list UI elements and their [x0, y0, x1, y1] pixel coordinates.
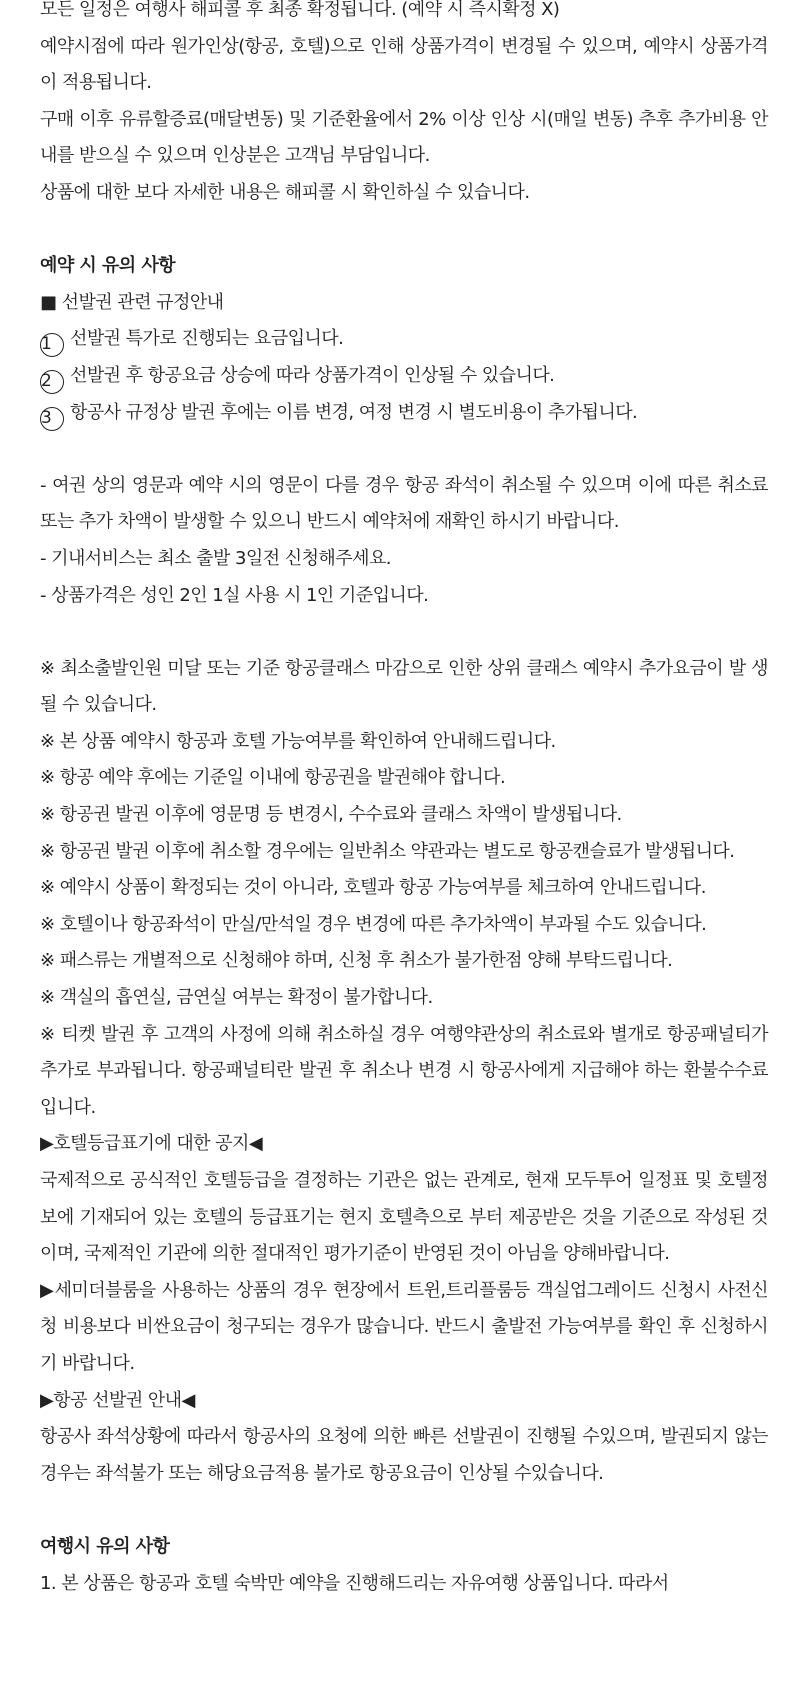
- note-item: ※ 티켓 발권 후 고객의 사정에 의해 취소하실 경우 여행약관상의 취소료와 별개로 항공패널티가 추가로 부과됩니다. 항공패널티란 발권 후 취소나 변경 시 항공사에게 지급해야 하는 환불수수료입니다.: [40, 1023, 768, 1118]
- circled-number: 1: [40, 333, 64, 357]
- note-item: ※ 항공 예약 후에는 기준일 이내에 항공권을 발권해야 합니다.: [40, 767, 506, 789]
- preticket-rules-subheading: ■ 선발권 관련 규정안내: [40, 291, 224, 313]
- note-item: ※ 예약시 상품이 확정되는 것이 아니라, 호텔과 항공 가능여부를 체크하여 안내드립니다.: [40, 877, 706, 899]
- note-item: ※ 항공권 발권 이후에 영문명 등 변경시, 수수료와 클래스 차액이 발생됩니다.: [40, 804, 622, 826]
- preticket-text: 항공사 좌석상황에 따라서 항공사의 요청에 의한 빠른 선발권이 진행될 수있으며, 발권되지 않는 경우는 좌석불가 또는 해당요금적용 불가로 항공요금이 인상될 수있습니다.: [40, 1426, 768, 1484]
- numbered-item-text: 선발권 특가로 진행되는 요금입니다.: [70, 328, 344, 350]
- note-item: ※ 항공권 발권 이후에 취소할 경우에는 일반취소 약관과는 별도로 항공캔슬료가 발생됩니다.: [40, 840, 735, 862]
- dash-item: - 상품가격은 성인 2인 1실 사용 시 1인 기준입니다.: [40, 584, 429, 606]
- note-item: ※ 객실의 흡연실, 금연실 여부는 확정이 불가합니다.: [40, 987, 433, 1009]
- notice-document: [40, 0, 768, 1602]
- dash-item: - 여권 상의 영문과 예약 시의 영문이 다를 경우 항공 좌석이 취소될 수 있으며 이에 따른 취소료 또는 추가 차액이 발생할 수 있으니 반드시 예약처에 재확인 하시기 바랍니다.: [40, 474, 768, 533]
- numbered-item: [40, 358, 768, 395]
- spacer: [40, 614, 768, 651]
- intro-line-2: 예약시점에 따라 원가인상(항공, 호텔)으로 인해 상품가격이 변경될 수 있으며, 예약시 상품가격이 적용됩니다.: [40, 35, 768, 94]
- numbered-item: [40, 321, 768, 358]
- intro-line-4: 상품에 대한 보다 자세한 내용은 해피콜 시 확인하실 수 있습니다.: [40, 181, 530, 203]
- travel-item: 1. 본 상품은 항공과 호텔 숙박만 예약을 진행해드리는 자유여행 상품입니다. 따라서: [40, 1572, 669, 1594]
- circled-number: 2: [40, 370, 64, 394]
- intro-line-1: 모든 일정은 여행사 해피콜 후 최종 확정됩니다. (예약 시 즉시확정 X): [40, 0, 560, 20]
- numbered-item-text: 선발권 후 항공요금 상승에 따라 상품가격이 인상될 수 있습니다.: [70, 364, 555, 386]
- booking-section-heading: 예약 시 유의 사항: [40, 255, 176, 277]
- hotel-grade-text: 국제적으로 공식적인 호텔등급을 결정하는 기관은 없는 관계로, 현재 모두투어 일정표 및 호텔정보에 기재되어 있는 호텔의 등급표기는 현지 호텔측으로 부터 제공받은 것을 기준으로 작성된 것이며, 국제적인 기관에 의한 절대적인 평가기준이 반영된 것이 아님을 양해바랍니다.: [40, 1170, 768, 1265]
- numbered-item-text: 항공사 규정상 발권 후에는 이름 변경, 여정 변경 시 별도비용이 추가됩니다.: [70, 401, 638, 423]
- travel-section-heading: 여행시 유의 사항: [40, 1535, 170, 1557]
- hotel-grade-title: ▶호텔등급표기에 대한 공지◀: [40, 1133, 263, 1155]
- circled-number: 3: [40, 407, 64, 431]
- note-item: ※ 본 상품 예약시 항공과 호텔 가능여부를 확인하여 안내해드립니다.: [40, 730, 556, 752]
- note-item: ※ 패스류는 개별적으로 신청해야 하며, 신청 후 취소가 불가한점 양해 부탁드립니다.: [40, 950, 673, 972]
- intro-line-3: 구매 이후 유류할증료(매달변동) 및 기준환율에서 2% 이상 인상 시(매일 변동) 추후 추가비용 안내를 받으실 수 있으며 인상분은 고객님 부담입니다.: [40, 108, 768, 167]
- preticket-title: ▶항공 선발권 안내◀: [40, 1389, 195, 1411]
- spacer: [40, 212, 768, 249]
- spacer: [40, 1492, 768, 1529]
- note-item: ※ 최소출발인원 미달 또는 기준 항공클래스 마감으로 인한 상위 클래스 예약시 추가요금이 발 생될 수 있습니다.: [40, 657, 768, 716]
- semi-double-notice: ▶세미더블룸을 사용하는 상품의 경우 현장에서 트윈,트리플룸등 객실업그레이드 신청시 사전신청 비용보다 비싼요금이 청구되는 경우가 많습니다. 반드시 출발전 가능여부를 확인 후 신청하시기 바랍니다.: [40, 1279, 768, 1374]
- note-item: ※ 호텔이나 항공좌석이 만실/만석일 경우 변경에 따른 추가차액이 부과될 수도 있습니다.: [40, 913, 707, 935]
- numbered-item: [40, 395, 768, 432]
- dash-item: - 기내서비스는 최소 출발 3일전 신청해주세요.: [40, 547, 391, 569]
- spacer: [40, 431, 768, 468]
